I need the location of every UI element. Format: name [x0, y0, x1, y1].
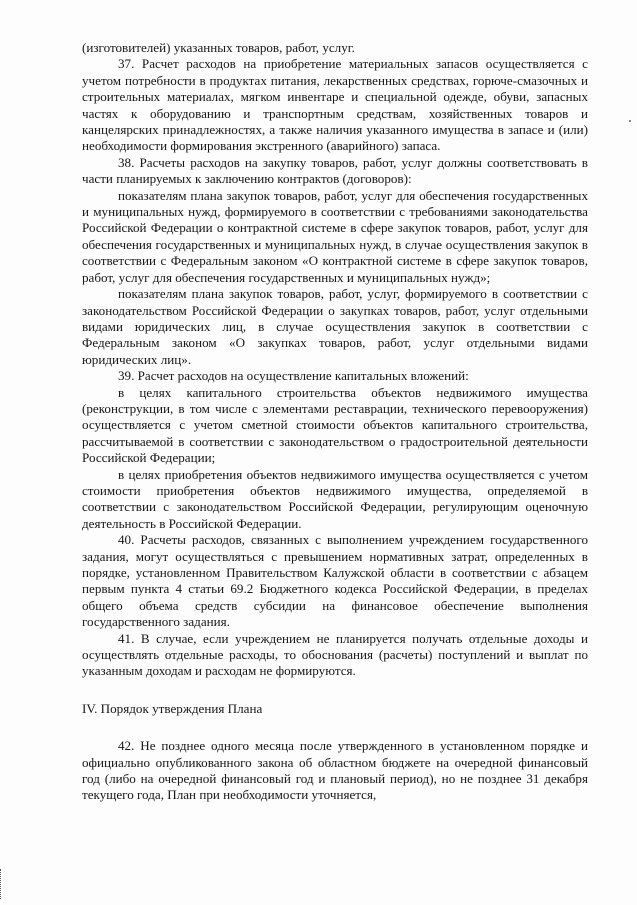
- scan-edge-mark: [0, 869, 9, 899]
- paragraph-42: 42. Не позднее одного месяца после утвержденного в установленном порядке и официально опубликованного закона об областном бюджете на очередной финансовый год (либо на очередной финансовый год и плановый период), но не позднее 31 декабря текущего года, План при необходимости уточняется,: [82, 738, 588, 803]
- section-heading: IV. Порядок утверждения Плана: [82, 700, 263, 716]
- paragraph-41: 41. В случае, если учреждением не планируется получать отдельные доходы и осуществлять отдельные расходы, то обоснования (расчеты) поступлений и выплат по указанным доходам и расходам не формируются.: [82, 630, 588, 679]
- paragraph-40: 40. Расчеты расходов, связанных с выполнением учреждением государственного задания, могут осуществляться с превышением нормативных затрат, определенных в порядке, установленном Правительством Калужской области в соответствии с абзацем первым пункта 4 статьи 69.2 Бюджетного кодекса Российской Федерации, в пределах общего объема средств субсидии на финансовое обеспечение выполнения государственного задания.: [82, 532, 588, 630]
- paragraph-continuation: (изготовителей) указанных товаров, работ, услуг.: [82, 40, 355, 55]
- paragraph-39: 39. Расчет расходов на осуществление капитальных вложений:: [118, 368, 469, 384]
- paragraph-39-item-2: в целях приобретения объектов недвижимого имущества осуществляется с учетом стоимости приобретения объектов недвижимого имущества, определяемой в соответствии с законодательством Российской Федерации, регулирующим оценочную деятельность в Российской Федерации.: [82, 466, 588, 531]
- scan-speck: [629, 120, 631, 122]
- paragraph-38-item-1: показателям плана закупок товаров, работ, услуг для обеспечения государственных и муниципальных нужд, формируемого в соответствии с требованиями законодательства Российской Федерации о контрактной системе в сфере закупок товаров, работ, услуг для обеспечения государственных и муниципальных нужд, в случае осуществления закупок в соответствии с Федеральным законом «О контрактной системе в сфере закупок товаров, работ, услуг для обеспечения государственных и муниципальных нужд»;: [82, 187, 588, 285]
- paragraph-38-item-2: показателям плана закупок товаров, работ, услуг, формируемого в соответствии с законодательством Российской Федерации о закупках товаров, работ, услуг отдельными видами юридических лиц, в случае осуществления закупок в соответствии с Федеральным законом «О закупках товаров, работ, услуг отдельными видами юридических лиц».: [82, 286, 588, 367]
- paragraph-37: 37. Расчет расходов на приобретение материальных запасов осуществляется с учетом потребности в продуктах питания, лекарственных средствах, горюче-смазочных и строительных материалах, мягком инвентаре и специальной одежде, обуви, запасных частях к оборудованию и транспортным средствам, хозяйственных товаров и канцелярских принадлежностях, а также наличия указанного имущества в запасе и (или) необходимости формирования экстренного (аварийного) запаса.: [82, 56, 588, 154]
- document-page: [82, 40, 588, 804]
- paragraph-39-item-1: в целях капитального строительства объектов недвижимого имущества (реконструкции, в том числе с элементами реставрации, технического перевооружения) осуществляется с учетом сметной стоимости объектов капитального строительства, рассчитываемой в соответствии с законодательством о градостроительной деятельности Российской Федерации;: [82, 384, 588, 466]
- paragraph-38: 38. Расчеты расходов на закупку товаров, работ, услуг должны соответствовать в части планируемых к заключению контрактов (договоров):: [82, 154, 588, 187]
